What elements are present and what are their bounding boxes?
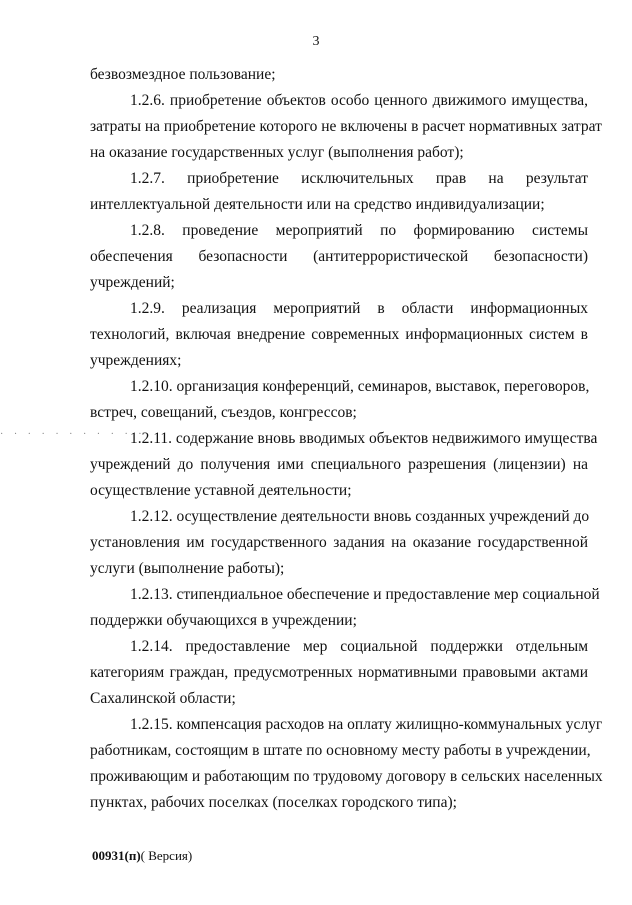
text-line: безвозмездное пользование; [90,66,276,83]
text-line: осуществление уставной деятельности; [90,482,352,499]
text-line: на оказание государственных услуг (выполнения работ); [90,144,464,161]
text-line: категориям граждан, предусмотренных нормативными правовыми актами [90,664,588,681]
text-line: встреч, совещаний, съездов, конгрессов; [90,404,357,421]
text-line: обеспечения безопасности (антитеррористической безопасности) [90,248,588,265]
document-code: 00931(п) [92,848,141,863]
text-line: учреждениях; [90,352,182,369]
text-line: 1.2.12. осуществление деятельности вновь созданных учреждений до [130,508,590,525]
text-line: услуги (выполнение работы); [90,560,285,577]
text-line: учреждений до получения ими специального разрешения (лицензии) на [90,456,588,473]
text-line: 1.2.9. реализация мероприятий в области информационных [130,300,588,317]
text-line: 1.2.11. содержание вновь вводимых объектов недвижимого имущества [130,430,598,447]
document-body [90,62,603,816]
page-number: 3 [312,34,320,49]
text-line: 1.2.15. компенсация расходов на оплату жилищно-коммунальных услуг [130,716,603,733]
text-line: 1.2.13. стипендиальное обеспечение и предоставление мер социальной [130,586,600,603]
text-line: работникам, состоящим в штате по основному месту работы в учреждении, [90,742,591,759]
text-line: Сахалинской области; [90,690,236,707]
text-line: 1.2.6. приобретение объектов особо ценного движимого имущества, [130,92,588,109]
text-line: учреждений; [90,274,175,291]
document-footer [92,848,192,864]
text-line: интеллектуальной деятельности или на средство индивидуализации; [90,196,545,213]
text-line: 1.2.10. организация конференций, семинаров, выставок, переговоров, [130,378,590,395]
text-line: 1.2.14. предоставление мер социальной поддержки отдельным [130,638,588,655]
text-line: проживающим и работающим по трудовому договору в сельских населенных [90,768,603,785]
text-line: 1.2.8. проведение мероприятий по формированию системы [130,222,588,239]
text-line: установления им государственного задания на оказание государственной [90,534,588,551]
text-line: затраты на приобретение которого не включены в расчет нормативных затрат [90,118,602,135]
scan-artifact-dots: · · · · · · · · · · · [0,429,146,440]
text-line: технологий, включая внедрение современных информационных систем в [90,326,588,343]
text-line: поддержки обучающихся в учреждении; [90,612,357,629]
text-line: пунктах, рабочих поселках (поселках городского типа); [90,794,457,811]
document-version: ( Версия) [140,848,193,863]
text-line: 1.2.7. приобретение исключительных прав на результат [130,170,588,187]
